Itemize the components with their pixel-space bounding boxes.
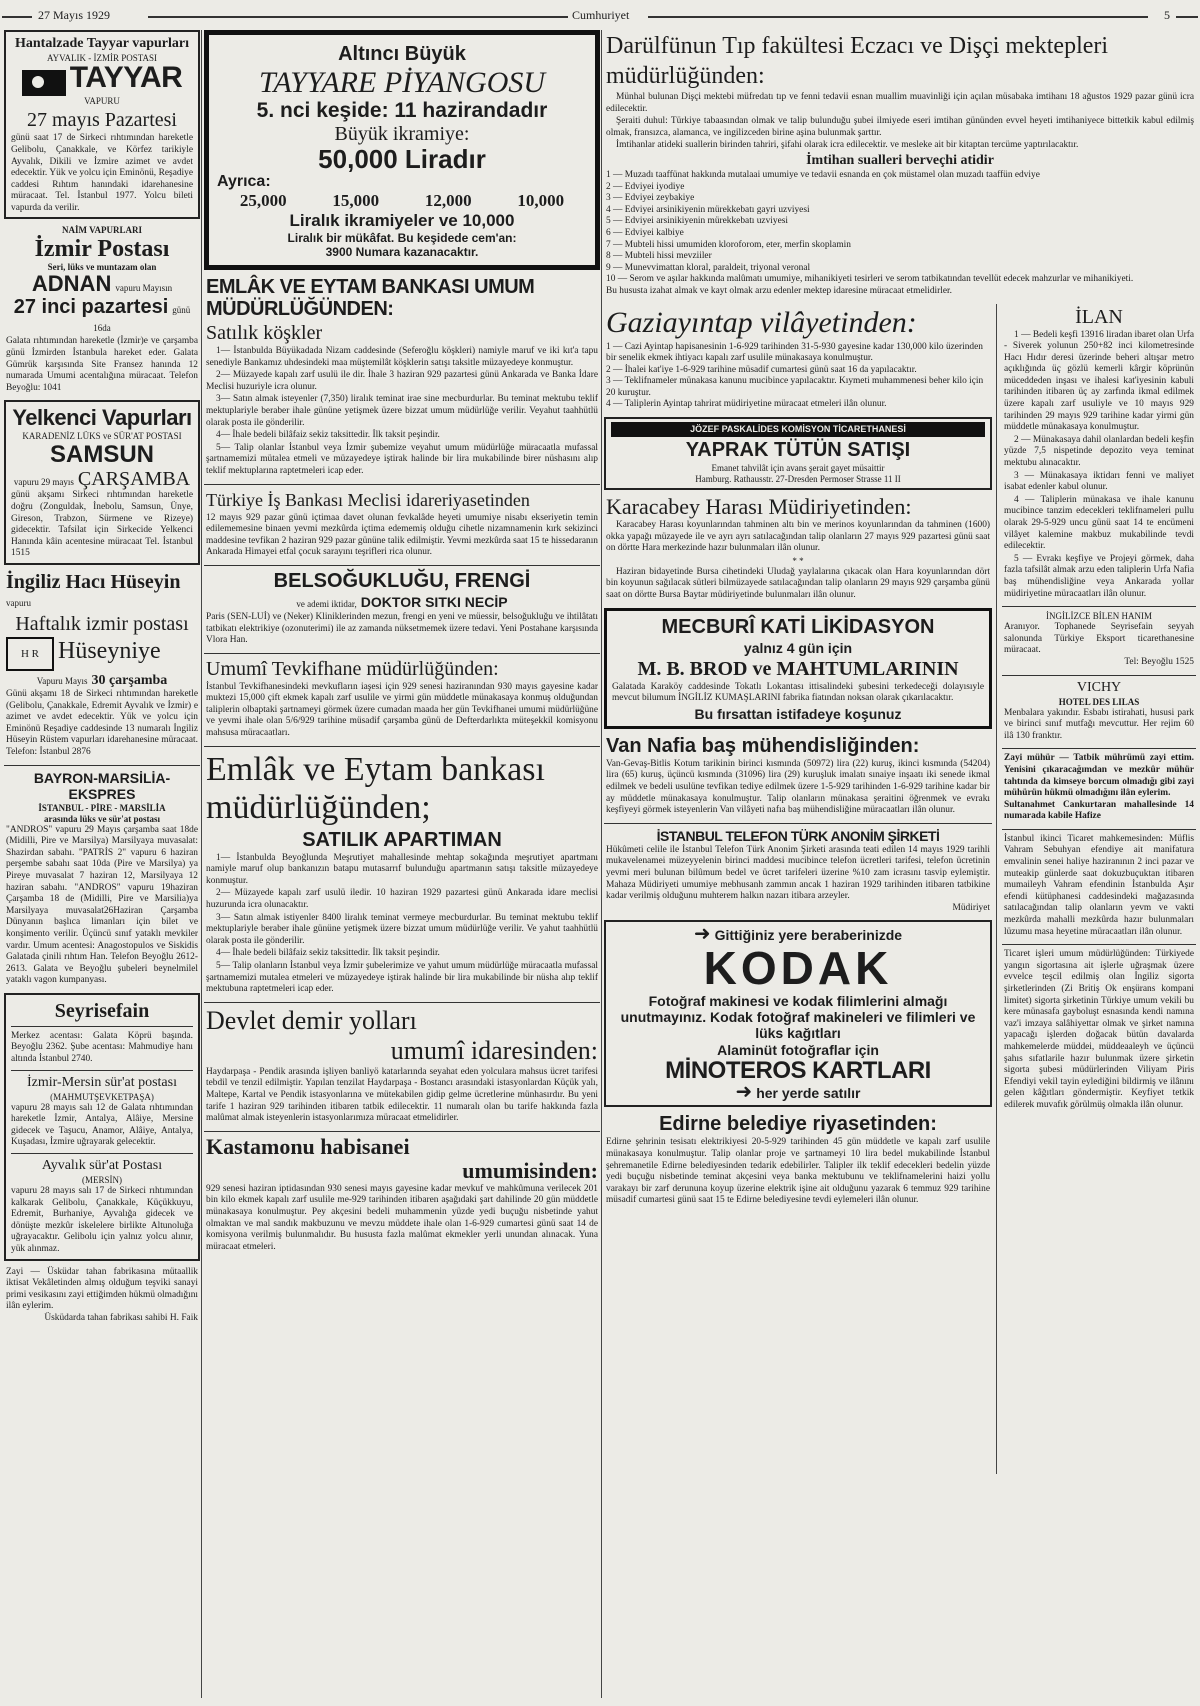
notice-zayi	[4, 1267, 200, 1325]
ticaret-text: İstanbul ikinci Ticaret mahkemesinden: Müflis Vahram Sebuhyan efendiye ait manifatura emvalinin senei haliye haziranının 2 inci pazar ve muteakip günlerde saat dokuzbuçuktan itibaren mumaileyh Vahram efendinin İstanbulda Aşır efendi kütüphanesi caddesindeki mağazasında satılacağından talip olanların yevm ve vakti mezkûrda mahalli mezkûrda hazır bulunmaları lüzumu masa heyetine müracaatları ilân olunur.	[1004, 833, 1194, 937]
edirne-text: Edirne şehrinin tesisatı elektrikiyesi 20-5-929 tarihinden 45 gün müddetle ve kapalı zarf usulile münakasaya konulmuştur. Talip olanlar proje ve şartnameyi 10 lira bedel mukabilinde İstanbul şehremanetile Edirne belediyesinden tedarik edebilirler. Talipler ilk teklif edecekleri bedelin yüzde yedi buçuğu nisbetinde teminat akçesini veya banka mektubunu ve teklifnamelerini haizi yollu varakayı bir zarf derununa koyup üzerine elektrik işine ait olduğunu yazarak 6 temmuz 929 tarihine müsadif cumartesi günü saat 15 te Edirne belediyesine tevdi eylemeleri ilân olunur.	[606, 1137, 990, 1206]
karacabey-title: Karacabey Harası Müdiriyetinden:	[606, 494, 912, 520]
izmir-mersin-text: vapuru 28 mayıs salı 12 de Galata rıhtımından hareketle İzmir, Antalya, Alâiye, Mersine gidecek ve Taşucu, Anamor, Alâiye, Antalya, Kuşadası, İzmire uğrayarak gelecektir.	[11, 1102, 193, 1148]
emlak1-para: 4— İhale bedeli bilâfaiz sekiz taksittedir. İlk taksit peşindir.	[216, 430, 440, 441]
notice-ticaret	[1002, 834, 1196, 938]
ad-tevkifhane	[204, 658, 600, 740]
devlet-text: Haydarpaşa - Pendik arasında işliyen banliyö katarlarında seyahat eden yolculara mahsus ücret tarifesi tebdil ve tenzil edilmiştir. Yapılan tenzilat Haydarpaşa - Bostancı arasındaki istasyonlardan Küçük yalı, Maltepe, Kartal ve Pendik istasyonlarına ve mütekabilen gidip gelme ücretlerine münhasırdır. Bu yeni tarife 1 haziran 929 tarihinden itibaren tatbik edilecektir. 11 numaralı olan bu tarife hakkında fazla malûmat almak isteyenlerin istasyonlarımıza müracaat etmelidirler.	[206, 1066, 598, 1124]
seyrisefain-text: Merkez acentası: Galata Köprü başında. Beyoğlu 2362. Şube acentası: Mahmudiye hanı altında İstanbul 2740.	[11, 1030, 193, 1065]
ad-emlak-apartman	[204, 751, 600, 996]
jozef-company: JÖZEF PASKALİDES KOMİSYON TİCARETHANESİ	[611, 422, 985, 437]
amount: 10,000	[517, 191, 565, 210]
emlak1-para: 5— Talip olanlar İstanbul veya İzmir şubemize veyahut umum müdürlüğe müracaatla mufassal şartnamemizi mütalea etmeli ve müzayedeye iştirak halinde bir lira mukabilinde birer nüshasını alıp teklif mektuplarına raptetmeleri icap eder.	[206, 442, 598, 476]
darulfunun-para: İmtihanlar atideki suallerin birinden tahriri, şifahi olarak icra edilecektir. ve mesleke ait bir kitaptan tercüme yaptırılacaktır.	[616, 140, 1079, 151]
isbankasi-title: Türkiye İş Bankası Meclisi idareriyasetinden	[206, 489, 530, 510]
ad-telefon	[604, 828, 992, 915]
ayvalik-title: Ayvalık sür'at Postası	[41, 1158, 163, 1174]
exam-question: 7 — Mubteli hissi umumiden kloroforom, eter, merfin skoplamin	[606, 239, 851, 250]
piyango-amounts	[217, 191, 587, 211]
edirne-title: Edirne belediye riyasetinden:	[659, 1113, 937, 1136]
ad-jozef	[604, 417, 992, 490]
notice-zayi-muhur	[1002, 753, 1196, 823]
ad-yelkenci	[4, 400, 200, 565]
yelkenci-route: KARADENİZ LÜKS ve SÜR'AT POSTASI	[22, 431, 182, 442]
right-sub-left	[604, 304, 992, 1474]
piyango-l5: 50,000 Liradır	[318, 144, 486, 174]
exam-question: 6 — Edviyei kalbiye	[606, 227, 684, 238]
vichy-title: VICHY	[1076, 679, 1122, 695]
izmir-mersin-title: İzmir-Mersin sür'at postası	[27, 1074, 177, 1090]
yelkenci-title: Yelkenci Vapurları	[12, 405, 192, 431]
exam-question: 1 — Muzadı taaffünat hakkında mutalaai umumiye ve tedavii esnanda en çok müstamel olan muzadı taaffün edviye	[606, 169, 1040, 180]
emlak1-sub: Satılık köşkler	[206, 322, 323, 344]
ad-darulfunun	[604, 32, 1196, 298]
karacabey-p2: Haziran bidayetinde Bursa cihetindeki Uludağ yaylalarına çıkacak olan Hara koyunlarından dört bin koyunun sağılacak sütleri bilmüzayede satılacağından talip olanların 29 mayıs 929 çarşamba günü saat on dörtte Bursa Baytar müdiriyetinde bulunmaları ilân olunur.	[606, 566, 990, 601]
ad-emlak-koskler	[204, 276, 600, 478]
exam-question: 2 — Edviyei iyodiye	[606, 181, 685, 192]
ad-vichy	[1002, 680, 1196, 743]
van-title: Van Nafia baş mühendisliğinden:	[606, 734, 920, 757]
zayi2-text: Zayi mühür — Tatbik mührümü zayi ettim. Yenisini çıkaracağımdan ve mezkûr mühür tahtında da kimseye borcum olmadığı gibi zayi mühürün hükmü olmadığını ilân eylerim.	[1004, 753, 1194, 799]
gazi-item: 4 — Taliplerin Ayintap tahrirat müdiriyetine müracaat etmeleri ilân olunur.	[606, 399, 887, 410]
ayvalik-text: vapuru 28 mayıs salı 17 de Sirkeci rıhtımından kalkarak Gelibolu, Çanakkale, Küçükkuyu, Edremit, Burhaniye, Ayvalığa gidecek ve dönüşte mezkûr iskelelere birlikte Altunoluğa uğrayacaktır. Gelibolu için yalnız yolcu alınır, yük alınmaz.	[11, 1186, 193, 1255]
tayyar-ship: TAYYAR	[69, 61, 183, 94]
column-right	[604, 30, 1196, 1698]
ad-karacabey	[604, 496, 992, 602]
ilan-para: 5 — Evrakı keşfiye ve Projeyi görmek, daha fazla tafsilât almak arzu eden taliplerin Urfa Nafia baş mühendisliğine veya Ankarada yollar müdiriyetine müracaatları ilân olunur.	[1004, 553, 1194, 599]
seyrisefain-title: Seyrisefain	[54, 999, 150, 1022]
hanim-tel: Tel: Beyoğlu 1525	[1124, 656, 1194, 667]
huseyin-day: 30 çarşamba	[91, 673, 168, 689]
naim-text: Galata rıhtımından hareketle (İzmir)e ve çarşamba günü İzmirden İstanbula hareket eder. Galata Gümrük karşısında Site Fransez hanında 12 numarada Umumi acentalığına müracaat. Telefon Beyoğlu: 1041	[6, 336, 198, 393]
naim-company: NAİM VAPURLARI	[62, 225, 142, 236]
header-page-number: 5	[1164, 8, 1170, 22]
huseyin-sub: Haftalık izmir postası	[15, 613, 189, 636]
zayi-sign: Üsküdarda tahan fabrikası sahibi H. Faik	[44, 1312, 198, 1323]
brod-sub: yalnız 4 gün için	[743, 639, 853, 656]
ilan-para: 3 — Münakasaya iktidarı fenni ve maliyet isabat edenler kabul olunur.	[1004, 470, 1194, 493]
ilan-para: 1 — Bedeli keşfi 13916 liradan ibaret olan Urfa - Siverek yolunun 250+82 inci kilometresinde Hacı Hıdır deresi üzerinde beheri altışar metro açıklığında üç gözlü kemerli kârgir köprünün müceddeden inşası ve ihalesi kat'iyesinin kabuli tarihinden itibaren üç ay zarfında ikmal edilmek üzere kapalı zarf usuliyle ve 10 mayıs 929 tarihinden 29 mayıs 929 tarihine kadar yirmi gün müddetle münakasaya konulmuştur.	[1004, 329, 1194, 433]
tayyar-text: günü saat 17 de Sirkeci rıhtımından hareketle Gelibolu, Çanakkale, ve Körfez tarikiyle Ayvalık, Dikili ve İzmire azimet ve avdet edecektir. Yük ve yolcu için Eminönü, Reşadiye caddesi Rıhtım hanındaki idarehanesine müracaat. Tel. İstanbul 1977. Yolcu bileti vapurda da verilir.	[11, 133, 193, 213]
ad-seyrisefain	[4, 993, 200, 1261]
kodak-l4: MİNOTEROS KARTLARI	[665, 1057, 931, 1085]
darulfunun-para: Münhal bulunan Dişçi mektebi müfredatı tıp ve fenni tedavii esnan muallim muavinliği için açılan müsabaka imtihanı 18 ağustos 1929 pazar günü icra edilecektir.	[606, 92, 1194, 114]
tayyar-ship-sub: VAPURU	[84, 96, 120, 107]
vichy-sub: HOTEL DES LILAS	[1058, 696, 1140, 707]
gazi-title: Gaziayıntap vilâyetinden:	[606, 305, 917, 339]
emlak2-sub: SATILIK APARTIMAN	[302, 828, 502, 851]
arrow-right-icon: ➜	[693, 923, 711, 946]
amount: 12,000	[424, 191, 472, 210]
brod-name: M. B. BROD ve MAHTUMLARININ	[637, 657, 959, 680]
ad-devlet-demiryollari	[204, 1007, 600, 1125]
header-paper: Cumhuriyet	[572, 8, 630, 22]
devlet-title1: Devlet demir yolları	[206, 1005, 417, 1035]
huseyin-text: Günü akşamı 18 de Sirkeci rıhtımından hareketle (Gelibolu, Çanakkale, Edremit Ayvalık ve İzmir) e azimet ve avdet edecektir. Yük ve yolcu için Eminönü Reşadiye caddesinde 13 numaralı İngiliz Hüseyin Rüstem vapurları idarehanesine müracaat. Telefon: İstanbul 2876	[6, 689, 198, 757]
ad-kodak	[604, 920, 992, 1107]
gazi-item: 1 — Cazi Ayintap hapisanesinin 1-6-929 tarihinden 31-5-930 gayesine kadar 130,000 kilo üzerinden bir senelik ekmek ihtiyacı kapalı zarf usulile münakasaya konulmuştur.	[606, 341, 983, 364]
belsoguk-sub: ve ademi iktidar,	[296, 598, 357, 609]
ad-ingilizce-hanim	[1002, 611, 1196, 668]
yelkenci-day: ÇARŞAMBA	[77, 468, 191, 491]
huseyin-ship: Hüseyniye	[58, 637, 161, 664]
karacabey-star: * *	[792, 555, 804, 566]
column-left	[4, 30, 200, 1698]
ad-van-nafia	[604, 735, 992, 817]
darulfunun-title1: Darülfünun Tıp fakültesi Eczacı ve Dişçi mektepleri	[606, 33, 1109, 59]
hanim-title: İNGİLİZCE BİLEN HANIM	[1046, 611, 1152, 622]
ad-brod	[604, 608, 992, 729]
ad-kastamonu	[204, 1133, 600, 1254]
huseyin-title: İngiliz Hacı Hüseyin	[6, 571, 181, 594]
gazi-item: 3 — Teklifnameler münakasa kanunu mucibince yapılacaktır. Kıymeti muhammenesi beher kilo için 20 kuruştur.	[606, 376, 984, 398]
kodak-l3: Alaminüt fotoğraflar için	[717, 1042, 879, 1059]
ad-huseyin	[4, 571, 200, 759]
bayron-route: İSTANBUL - PİRE - MARSİLİA	[38, 802, 166, 813]
emlak2-para: 3— Satın almak istiyenler 8400 liralık teminat vermeye mecburdurlar. Bu teminat mektubu teklif mektuplariyle beraber ihale gününe yetişmek üzere bizzat umum müdürlüğe verilir. Ve yahut taahhütlü olarak posta ile gönderilir.	[206, 912, 598, 946]
piyango-l7: Liralık ikramiyeler ve 10,000	[289, 211, 515, 230]
tevkifhane-text: İstanbul Tevkifhanesindeki mevkufların iaşesi için 929 senesi haziranından 930 mayıs gayesine kadar muktezi 15,000 çift ekmek kapalı zarf usulile ve yirmi gün müddetle münakasaya konmuş olduğundan taliplerin olbaptaki şartnameyi görmek üzere cumadan maada her gün Tevkifhanei umumi müdürlüğüne ve yevmi ihale olan 5/6/929 tarihine müsadif çarşamba günü de Defterdarlıkta müteşekkil komisyonu mahsusa müracaatları.	[206, 681, 598, 739]
huseyin-title-sub: vapuru	[6, 598, 31, 609]
ad-tayyar	[4, 30, 200, 219]
piyango-l6: Ayrıca:	[217, 173, 271, 190]
exam-question: 10 — Serom ve aşılar hakkında malûmatı umumiye, mihanikiyeti tesirleri ve serom tatbikatından tevellüt edecek mahzurlar ve mihanikiyeti.	[606, 274, 1134, 285]
piyango-l8: Liralık bir mükâfat. Bu keşidede cem'an:	[287, 231, 517, 245]
kastamonu-text: 929 senesi haziran iptidasından 930 senesi mayıs gayesine kadar mevkuf ve mahkûmuna verilecek 201 bin kilo ekmek kapalı zarf usulile me-929 tarihinden itibaren aşağıdaki şart dahilinde 20 gün müddetle münakasaya konulmuştur. Pey akçesini bedeli muhammenin yüzde yedi buçuğu nisbetinde yahut olmaktan ve mal sandık makbuzunu ve mevzu müddete ihale olan 1-6-929 cumartesi günü saat 14 de komisyona verilmiş bulunmalıdır. Bu hususta fazla malûmat ekmekler yerli unundan alınacak. Yuna müracaat etmeleri.	[206, 1183, 598, 1252]
yelkenci-ship-sub: vapuru 29 mayıs	[13, 477, 74, 488]
tayyar-date: 27 mayıs Pazartesi	[27, 109, 177, 132]
tayyar-company: Hantalzade Tayyar vapurları	[15, 36, 189, 51]
devlet-title2: umumî idaresinden:	[390, 1035, 598, 1065]
ad-bayron	[4, 770, 200, 987]
column-middle	[204, 30, 600, 1698]
amount: 15,000	[332, 191, 380, 210]
jozef-title: YAPRAK TÜTÜN SATIŞI	[685, 439, 911, 462]
huseyin-ship-sub: Vapuru Mayıs	[36, 676, 88, 687]
emlak1-para: 1— İstanbulda Büyükadada Nizam caddesinde (Seferoğlu köşkleri) namiyle maruf ve iki kıt'a tapu senediyle Bankamız uhdesindeki maa müştemilât köşklerin satışı taksitle müzayedeye konmuştur.	[206, 346, 598, 368]
piyango-l4: Büyük ikramiye:	[334, 123, 470, 145]
header-date: 27 Mayıs 1929	[38, 8, 110, 22]
piyango-l9: 3900 Numara kazanacaktır.	[325, 245, 479, 259]
ad-doktor	[204, 570, 600, 647]
exam-question: 5 — Edviyei arsinikiyenin mürekkebatı uzviyesi	[606, 216, 788, 227]
isbankasi-text: 12 mayıs 929 pazar günü içtimaa davet olunan fevkalâde heyeti umumiye nisabı ekseriyetin temin edilememesine binaen yevmi mezkûrda içtima edememiş olduğu cihetle nizamnamenin kırk sekizinci maddesine tevfikan 2 haziran 929 pazar gününe talik edilmiştir. Yevmi mezkûrda saat 15 te hissedaranın Ankarada Himayei etfal çocuk sarayını teşrifleri rica olunur.	[206, 512, 598, 558]
ad-edirne	[604, 1113, 992, 1207]
ilan-title: İLAN	[1075, 305, 1123, 328]
naim-sub: Seri, lüks ve muntazam olan	[47, 262, 157, 273]
emlak1-para: 2— Müzayede kapalı zarf usulü ile dir. İhale 3 haziran 929 pazartesi günü Ankarada ve Banka İdare Meclisi huzuriyle icra olunur.	[206, 370, 598, 392]
kodak-l5: her yerde satılır	[756, 1085, 861, 1102]
telefon-sign: Müdiriyet	[952, 902, 990, 913]
bayron-text: "ANDROS" vapuru 29 Mayıs çarşamba saat 18de (Midilli, Pire ve Marsilya) Marsilyaya muvasalat: Shazirdan sabahı. "PATRİS 2" vapuru 6 haziran perşembe sabahı saat 10da (Pire ve Marsilya) ya Pireye muvasalat 7 haziran 12, Marsilyaya 12 haziran sabahı. "ANDROS" vapuru 19haziran Çarşamba 18 de (Midilli, Pire ve Marsilia)ya Marsilyaya muvasalat26Haziran Çarşamba Dünyanın başlıca limanları için bilet ve konşimento verilir. Üçüncü sınıf yataklı mevkiler vardır. Umum acentesi: Anagostopulos ve Siskidis Galatada çinili rıhtım Han. Telefon Beyoğlu 2612-2613. Galata ve Beyoğlu şubeleri beynelmilel yataklı vagon kumpanyası.	[6, 824, 198, 986]
belsoguk-title: BELSOĞUKLUĞU, FRENGİ	[273, 569, 531, 592]
darulfunun-sub: İmtihan sualleri berveçhi atidir	[806, 152, 994, 168]
ilan-para: 4 — Taliplerin münakasa ve ihale kanunu mucibince tanzim edecekleri teklifnameleri pullu olarak 29-5-929 uncu günü saat 14 te encümeni vilâyet kalemine makbuz mukabilinde tevdi edilecektir.	[1004, 494, 1194, 552]
izmir-mersin-ship: (MAHMUTŞEVKETPAŞA)	[50, 1091, 154, 1102]
ad-naim	[4, 225, 200, 394]
kastamonu-title1: Kastamonu habisanei	[206, 1133, 410, 1159]
arrow-right-icon: ➜	[735, 1081, 753, 1104]
right-column-split	[604, 304, 1196, 1474]
darulfunun-para: Şeraiti duhul: Türkiye tabaasından olmak ve talip bulunduğu şubei ilmiyede eseri imtihan gününden evvel heyeti imtihaniyece bittetkik kabul edilmiş olmak, fransızca, alamanca, ve ingilizceden birine aşina bulunmak şarttır.	[606, 116, 1194, 138]
zayi2-sign: Sultanahmet Cankurtaran mahallesinde 14 numarada kabile Hafize	[1004, 799, 1194, 822]
van-text: Van-Gevaş-Bitlis Kotum tarikinin birinci kısmında (50972) lira (22) kuruş, ikinci kısmında (54204) lira (65) kuruş, üçüncü kısmında (31096) lira (29) kuruşluk imalatı sınaiye inşaatı iki senede ikmal edilmek ve bedeli usulüne tevfikan tediye edilmek üzere 1-5-929 tarihinden 1-6-929 tarihine kadar bir ay müddetle münakasaya konulmuştur. Talip olanların münakasa şeraitini öğrenmek ve evrakı keşfiyeyi görmek isteyenlerin Van vilâyeti nafıa baş mühendisliğine müracaatları ilân olunur.	[606, 758, 990, 816]
exam-question: 3 — Edviyei zeybakiye	[606, 193, 695, 204]
darulfunun-title2: müdürlüğünden:	[606, 63, 765, 89]
tevkifhane-title: Umumî Tevkifhane müdürlüğünden:	[206, 657, 499, 680]
darulfunun-end: Bu hususta izahat almak ve kayt olmak arzu edenler mektep idaresine müracaat etmelidirler.	[606, 285, 952, 296]
flag-icon	[22, 70, 66, 96]
yelkenci-text: günü akşamı Sirkeci rıhtımından hareketle doğru (Zonguldak, İnebolu, Samsun, Ünye, Gireson, Trabzon, Sürmene ve Rizeye) gidecektir. Tafsilat için Sirkecide Yelkenci Hanında kâin acentesine müracaat Tel. İstanbul 1515	[11, 490, 193, 559]
emlak2-para: 5— Talip olanların İstanbul veya İzmir şubelerimize ve yahut umum müdürlüğe müracaatla mufassal şartnamemizi mutalea etmeleri ve müzayedeye iştirak halinde bir lira mukabilinde bir nüsha alıp teklif mektubuna raptetmeleri icap eder.	[206, 961, 598, 995]
karacabey-p1: Karacabey Harası koyunlarından tahminen altı bin ve merinos koyunlarından da tahminen (1600) okka yapağı müzayede ile ve ayrı ayrı satılacağından talip olanların 27 mayıs 929 pazartesi günü saat on dörtte Hara merkezinde hazır bulunmaları ilân olunur.	[606, 520, 990, 554]
zayi-text: Zayi — Üsküdar tahan fabrikasına mütaallik iktisat Vekâletinden almış olduğum teşviki sanayi primi vesikasını zayi ettiğimden hükmü olmadığını ilân eylerim.	[6, 1266, 198, 1312]
piyango-l1: Altıncı Büyük	[338, 43, 466, 65]
emlak1-para: 3— Satın almak isteyenler (7,350) liralık teminat irae sine mecburdurlar. Bu teminat mektubu teklif mektuplariyle beraber ihale gününe yetişmek üzere bizzat umum müdürlüğe verilir. Veyahut taahhütlü olarak posta ile gönderilir.	[206, 394, 598, 428]
emlak2-title: Emlâk ve Eytam bankası müdürlüğünden;	[206, 750, 545, 826]
ad-tayyare-piyangosu	[204, 30, 600, 270]
exam-question: 4 — Edviyei arsinikiyenin mürekkebatı gayri uzviyesi	[606, 204, 810, 215]
brod-text: Galatada Karaköy caddesinde Tokatlı Lokantası ittisalindeki şubesini terkedeceği dolayısıyle mevcut bilumum İNGİLİZ KUMAŞLARINI fabrika fiatından noksan olarak çıkarılacaktır.	[612, 681, 984, 704]
exam-question: 8 — Mubteli hissi mevziiler	[606, 251, 712, 262]
page-header	[0, 0, 1200, 26]
hanim-text: Aranıyor. Tophanede Seyrisefain seyyah salonunda Türkiye Eksport ticarethanesine müracaat.	[1004, 622, 1194, 656]
emlak2-para: 2— Müzayede kapalı zarf usulü iledir. 10 haziran 1929 pazartesi günü Ankarada idare meclisi huzurunda icra olunacaktır.	[206, 888, 598, 911]
naim-title: İzmir Postası	[34, 236, 170, 263]
belsoguk-text: Paris (SEN-LUİ) ve (Neker) Kliniklerinden mezun, frengi en yeni ve müessir, belsoğukluğu ve ihtilâtatı tatbikatı elektrikiye (ozonuterimi) ile az zamanda nüksetmemek üzere tedavi. Yeni Postahane karşısında Vlora Han.	[206, 611, 598, 646]
piyango-l2: TAYYARE PİYANGOSU	[258, 66, 546, 99]
naim-ship-sub: vapuru Mayısın	[115, 283, 173, 294]
naim-date: 27 inci pazartesi	[13, 296, 169, 319]
kodak-brand: KODAK	[703, 942, 893, 995]
jozef-sub: Emanet tahvilât için avans şerait gayet müsaittir	[711, 463, 885, 474]
jozef-addr: Hamburg. Rathausstr. 27-Dresden Permoser Strasse 11 II	[695, 474, 901, 485]
naim-ship: ADNAN	[31, 271, 112, 297]
piyango-l3: 5. nci keşide: 11 hazirandadır	[256, 99, 548, 122]
emlak1-title: EMLÂK VE EYTAM BANKASI UMUM MÜDÜRLÜĞÜNDEN:	[206, 276, 535, 320]
right-sub-right	[1002, 304, 1196, 1474]
telefon-text: Hükûmeti celile ile İstanbul Telefon Türk Anonim Şirketi arasında teati edilen 14 mayıs 1929 tarihli mukavelenamei müzeyyelenin birinci maddesi mucibince telefon ücretleri tarifesi, telefon ücretinin yevmi meri bulunan bilûmum bedel ve ücret tarifeleri üzerine %10 zam icrasını tasvip eylemiştir. Mahaza Müdiriyeti umumiye mebhusanh zammın ancak 1 haziran 1929 tarihinden itibaren tatbikine kadar verilmiş olduğunu muhterem halkın nazarı itibara arzeyler.	[606, 844, 990, 902]
emlak2-para: 4— İhale bedeli bilâfaiz sekiz taksittedir. İlk taksit peşindir.	[216, 948, 440, 959]
exam-question: 9 — Munevvimattan kloral, paraldeit, triyonal veronal	[606, 262, 811, 273]
belsoguk-doctor: DOKTOR SITKI NECİP	[360, 593, 508, 610]
vichy-text: Menbalara yakındır. Esbabı istirahati, hususi park ve birinci sınıf mutfağı mevcuttur. Her rejim 60 ilâ 130 franktır.	[1004, 707, 1194, 741]
telefon-title: İSTANBUL TELEFON TÜRK ANONİM ŞİRKETİ	[656, 827, 940, 844]
amount: 25,000	[239, 191, 287, 210]
ad-ilan	[1002, 306, 1196, 601]
gazi-item: 2 — İhalei kat'iye 1-6-929 tarihine müsadif cumartesi günü saat 16 da yapılacaktır.	[606, 364, 917, 375]
ad-is-bankasi	[204, 489, 600, 559]
tescil-text: Ticaret işleri umum müdürlüğünden: Türkiyede yangın sigortasına ait işlerle uğraşmak üzere evvelce teşcil edilmiş olan İngiliz sigorta şirketlerinden (Zi Britiş Ok enşürans kompani limitet) sigorta şirketinin Türkiye umum vekili bu kere münasafa gayboluşt esnasında kendi namına vaz'i imzaya salâhiyettar olmak ve şirket namına yapacağı işlerden doğacak bütün davalarda mahkemelerde müddei, müddeaaleyh ve üçüncü şahıs sıfatlarile hazır bulunmak üzere şirketin sigorta şubesi müdürlerinden Viliyam Piris Efendiyi vekil tayin eylediğini bildirmiş ve ilânını gelen kâğıtları göndermiştir. Keyfiyet tetkik edilerek muvafık görülmüş olmakla ilân olunur.	[1004, 949, 1194, 1110]
kodak-l2: Fotoğraf makinesi ve kodak filimlerini almağı unutmayınız. Kodak fotoğraf makineleri ve filimleri ve lüks kağıtları	[620, 993, 976, 1042]
tayyar-route: AYVALIK - İZMİR POSTASI	[46, 53, 158, 63]
company-logo-icon: H R	[6, 637, 54, 671]
brod-title: MECBURÎ KATİ LİKİDASYON	[661, 615, 935, 638]
yelkenci-ship: SAMSUN	[49, 441, 154, 469]
brod-cta: Bu fırsattan istifadeye koşunuz	[694, 705, 902, 722]
bayron-title: BAYRON-MARSİLİA-EKSPRES	[33, 769, 171, 802]
kodak-l1: Gittiğiniz yere beraberinizde	[714, 927, 903, 944]
ad-gaziayintap	[604, 306, 992, 412]
notice-tescil	[1002, 949, 1196, 1111]
emlak2-para: 1— İstanbulda Beyoğlunda Meşrutiyet mahallesinde mehtap sokağında meşrutiyet apartmanı namiyle maruf olup bankanızın batapu mutasarrıf bulunduğu apartmanın satışı taksitle müzayedeye konmuştur.	[206, 852, 598, 886]
ayvalik-ship: (MERSİN)	[82, 1175, 122, 1186]
kastamonu-title2: umumisinden:	[462, 1157, 598, 1183]
naim-date-sub: günü 16da	[93, 305, 191, 334]
bayron-sub: arasında lüks ve sür'at postası	[43, 813, 161, 824]
ilan-para: 2 — Münakasaya dahil olanlardan bedeli keşfin yüzde 7,5 nispetinde depozito veya teminat mektubu alınacaktır.	[1004, 434, 1194, 469]
